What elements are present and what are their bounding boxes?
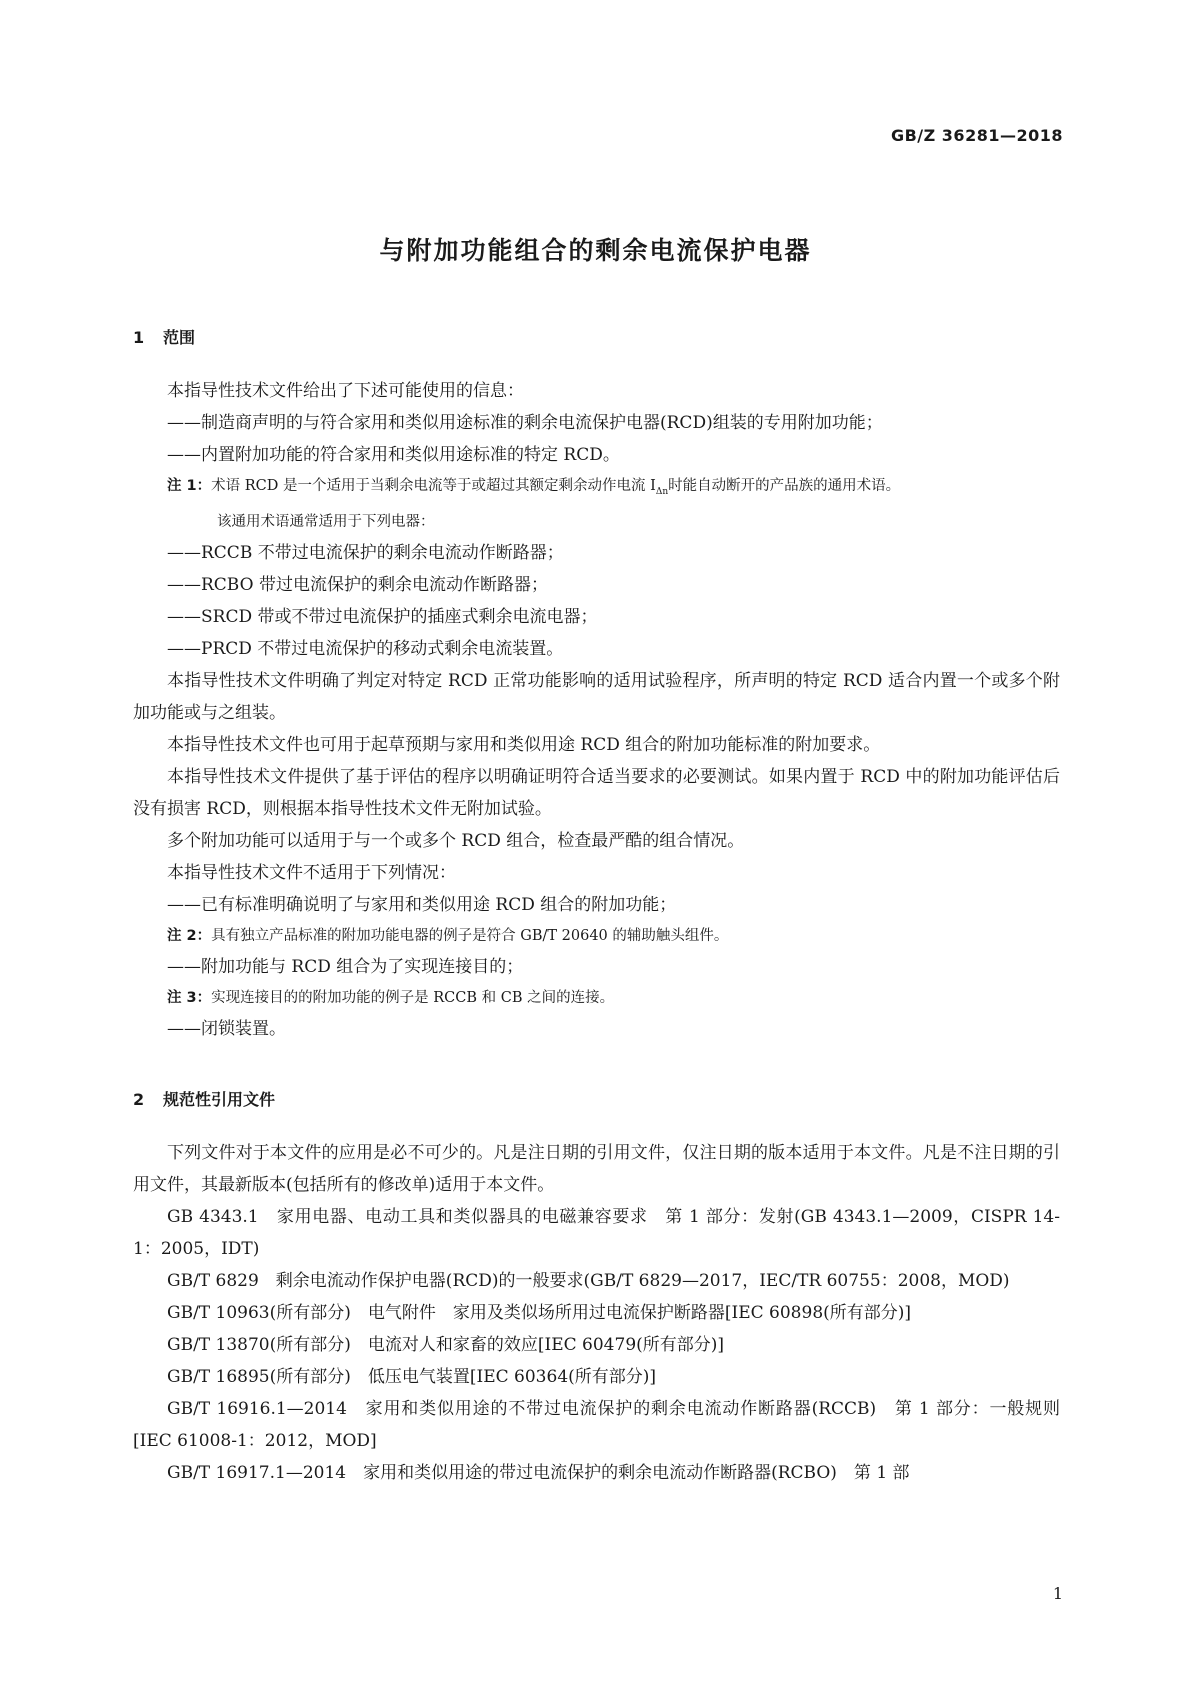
section-2-heading — [133, 1085, 1060, 1115]
note-text-end: 时能自动断开的产品族的通用术语。 — [668, 478, 901, 494]
dash-item: ——SRCD 带或不带过电流保护的插座式剩余电流电器； — [167, 606, 598, 627]
paragraph: 本指导性技术文件给出了下述可能使用的信息： — [167, 381, 524, 401]
reference-entry: GB/T 13870(所有部分) 电流对人和家畜的效应[IEC 60479(所有部分)] — [167, 1334, 725, 1355]
note-text: 实现连接目的的附加功能的例子是 RCCB 和 CB 之间的连接。 — [211, 989, 615, 1006]
note-continuation: 该通用术语通常适用于下列电器： — [217, 513, 435, 530]
reference-entry: GB/T 16917.1—2014 家用和类似用途的带过电流保护的剩余电流动作断路器(RCBO) 第 1 部 — [167, 1462, 910, 1483]
note-label: 注 1： — [167, 478, 212, 494]
section-number: 1 — [133, 328, 145, 347]
note-2 — [133, 921, 1060, 951]
note-3 — [133, 983, 1060, 1013]
note-text: 具有独立产品标准的附加功能电器的例子是符合 GB/T 20640 的辅助触头组件。 — [211, 927, 729, 944]
standard-number: GB/Z 36281—2018 — [890, 126, 1063, 145]
reference-entry: GB/T 16916.1—2014 家用和类似用途的不带过电流保护的剩余电流动作断路器(RCCB) 第 1 部分：一般规则[IEC 61008-1：2012，MOD] — [133, 1398, 1060, 1451]
reference-entry: GB 4343.1 家用电器、电动工具和类似器具的电磁兼容要求 第 1 部分：发射(GB 4343.1—2009，CISPR 14-1：2005，IDT) — [133, 1206, 1060, 1259]
reference-entry: GB/T 10963(所有部分) 电气附件 家用及类似场所用过电流保护断路器[IEC 60898(所有部分)] — [167, 1302, 912, 1323]
section-title: 规范性引用文件 — [163, 1089, 276, 1109]
dash-item: ——内置附加功能的符合家用和类似用途标准的特定 RCD。 — [167, 445, 620, 465]
paragraph: 本指导性技术文件也可用于起草预期与家用和类似用途 RCD 组合的附加功能标准的附加要求。 — [167, 734, 881, 755]
dash-item: ——附加功能与 RCD 组合为了实现连接目的； — [167, 956, 524, 977]
paragraph: 本指导性技术文件不适用于下列情况： — [167, 862, 456, 883]
paragraph: 本指导性技术文件提供了基于评估的程序以明确证明符合适当要求的必要测试。如果内置于 RCD 中的附加功能评估后没有损害 RCD，则根据本指导性技术文件无附加试验。 — [133, 766, 1060, 819]
paragraph: 下列文件对于本文件的应用是必不可少的。凡是注日期的引用文件，仅注日期的版本适用于本文件。凡是不注日期的引用文件，其最新版本(包括所有的修改单)适用于本文件。 — [133, 1142, 1060, 1195]
section-1-heading — [133, 323, 1060, 353]
document-title: 与附加功能组合的剩余电流保护电器 — [379, 236, 812, 265]
reference-entry: GB/T 6829 剩余电流动作保护电器(RCD)的一般要求(GB/T 6829—2017，IEC/TR 60755：2008，MOD) — [167, 1270, 1010, 1291]
dash-item: ——闭锁装置。 — [167, 1018, 286, 1039]
note-subscript: Δn — [655, 486, 669, 497]
paragraph: 本指导性技术文件明确了判定对特定 RCD 正常功能影响的适用试验程序，所声明的特定 RCD 适合内置一个或多个附加功能或与之组装。 — [133, 670, 1060, 723]
section-number: 2 — [133, 1089, 145, 1109]
note-text: 术语 RCD 是一个适用于当剩余电流等于或超过其额定剩余动作电流 I — [211, 478, 656, 494]
dash-item: ——PRCD 不带过电流保护的移动式剩余电流装置。 — [167, 638, 564, 659]
note-label: 注 3： — [167, 989, 212, 1006]
document-body — [133, 323, 1060, 1489]
dash-item: ——已有标准明确说明了与家用和类似用途 RCD 组合的附加功能； — [167, 894, 677, 915]
dash-item: ——RCCB 不带过电流保护的剩余电流动作断路器； — [167, 542, 564, 563]
dash-item: ——RCBO 带过电流保护的剩余电流动作断路器； — [167, 574, 548, 595]
reference-entry: GB/T 16895(所有部分) 低压电气装置[IEC 60364(所有部分)] — [167, 1366, 657, 1387]
page-number: 1 — [1052, 1584, 1063, 1603]
dash-item: ——制造商声明的与符合家用和类似用途标准的剩余电流保护电器(RCD)组装的专用附加功能； — [167, 413, 883, 433]
note-1 — [133, 471, 1060, 507]
note-label: 注 2： — [167, 927, 212, 944]
paragraph: 多个附加功能可以适用于与一个或多个 RCD 组合，检查最严酷的组合情况。 — [167, 830, 745, 851]
section-title: 范围 — [163, 328, 196, 347]
